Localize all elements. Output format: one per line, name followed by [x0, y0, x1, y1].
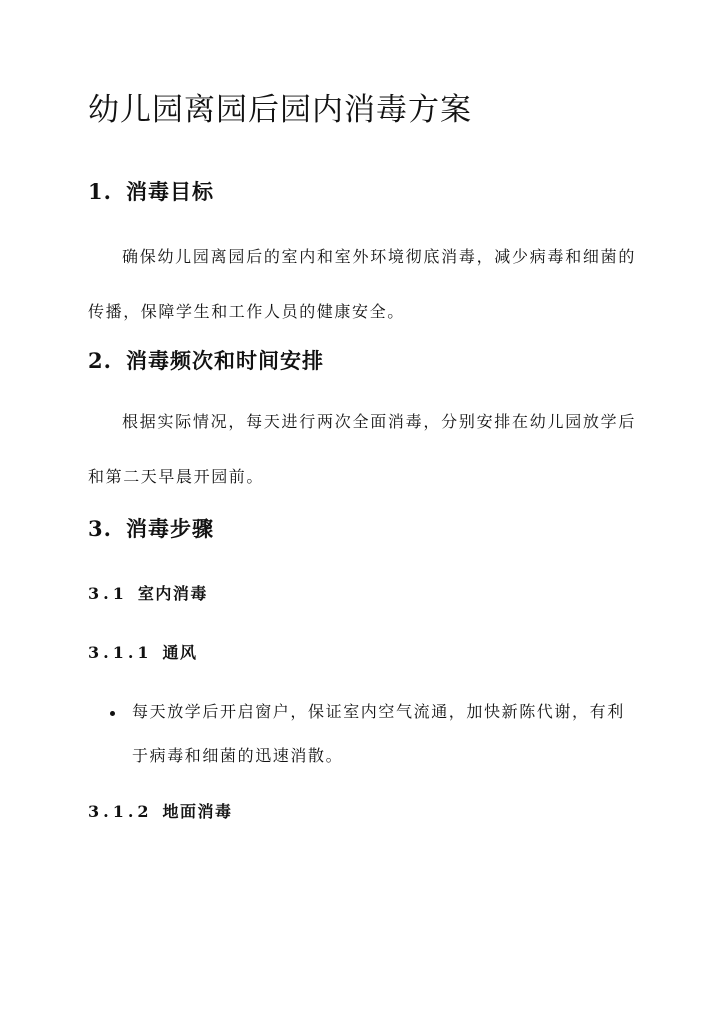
section-title: 消毒步骤 [126, 516, 214, 541]
bullet-item: 每天放学后开启窗户，保证室内空气流通，加快新陈代谢，有利于病毒和细菌的迅速消散。 [132, 702, 625, 765]
section-paragraph-2: 根据实际情况，每天进行两次全面消毒，分别安排在幼儿园放学后和第二天早晨开园前。 [88, 412, 636, 486]
subsection-title: 通风 [162, 643, 198, 662]
subsection-title: 地面消毒 [162, 802, 233, 821]
subsection-heading-3-1-2 [88, 799, 233, 822]
section-number: 1. [88, 179, 112, 204]
section-title: 消毒目标 [126, 179, 214, 204]
subsection-number: 3.1.2 [88, 802, 153, 821]
subsection-heading-3-1-1 [88, 640, 198, 663]
section-paragraph-1: 确保幼儿园离园后的室内和室外环境彻底消毒，减少病毒和细菌的传播，保障学生和工作人员的健康安全。 [88, 247, 636, 321]
subsection-number: 3.1.1 [88, 643, 153, 662]
document-title: 幼儿园离园后园内消毒方案 [88, 92, 472, 128]
subsection-number: 3.1 [88, 584, 128, 603]
section-number: 3. [88, 516, 112, 541]
bullet-marker [110, 711, 115, 716]
subsection-heading-3-1 [88, 581, 208, 604]
section-heading-1 [88, 176, 214, 206]
section-heading-3 [88, 513, 214, 543]
subsection-title: 室内消毒 [137, 584, 208, 603]
section-number: 2. [88, 348, 112, 373]
section-heading-2 [88, 345, 324, 375]
section-title: 消毒频次和时间安排 [126, 348, 324, 373]
